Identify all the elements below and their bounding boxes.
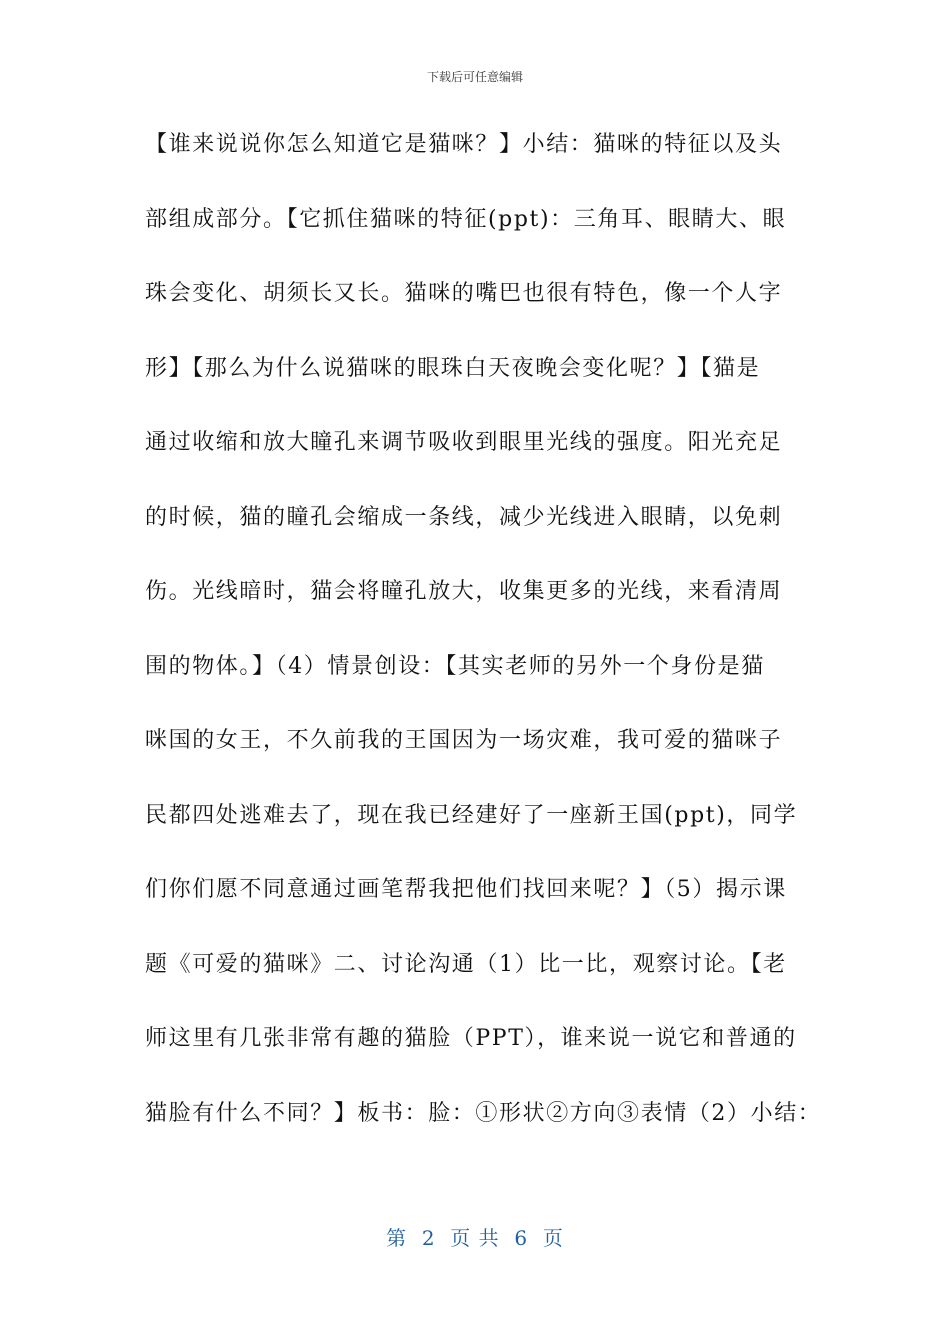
- text-line: 伤。光线暗时，猫会将瞳孔放大，收集更多的光线，来看清周: [145, 579, 783, 604]
- text-line: 【谁来说说你怎么知道它是猫咪？】小结：猫咪的特征以及头: [145, 132, 783, 157]
- text-line: 形】【那么为什么说猫咪的眼珠白天夜晚会变化呢？】【猫是: [145, 355, 761, 381]
- text-line: 部组成部分。【它抓住猫咪的特征(ppt)：三角耳、眼睛大、眼: [145, 206, 787, 232]
- page-header-note: 下载后可任意编辑: [426, 70, 523, 84]
- text-line: 通过收缩和放大瞳孔来调节吸收到眼里光线的强度。阳光充足: [145, 430, 783, 455]
- text-line: 猫脸有什么不同？】板书：脸：①形状②方向③表情（2）小结：: [145, 1100, 822, 1126]
- document-body: [145, 125, 825, 1168]
- text-line: 民都四处逃难去了，现在我已经建好了一座新王国(ppt)，同学: [145, 802, 798, 828]
- text-line: 题《可爱的猫咪》二、讨论沟通（1）比一比，观察讨论。【老: [145, 951, 787, 977]
- text-line: 师这里有几张非常有趣的猫脸（PPT），谁来说一说它和普通的: [145, 1026, 797, 1051]
- text-line: 咪国的女王，不久前我的王国因为一场灾难，我可爱的猫咪子: [145, 728, 783, 753]
- text-line: 珠会变化、胡须长又长。猫咪的嘴巴也很有特色，像一个人字: [145, 281, 783, 306]
- text-line: 的时候，猫的瞳孔会缩成一条线，减少光线进入眼睛，以免刺: [145, 504, 783, 530]
- text-line: 们你们愿不同意通过画笔帮我把他们找回来呢？】（5）揭示课: [145, 877, 787, 902]
- page-number-label: 第 2 页 共 6 页: [386, 1226, 564, 1250]
- text-line: 围的物体。】（4）情景创设：【其实老师的另外一个身份是猫: [145, 653, 765, 679]
- page-footer: [0, 1222, 950, 1251]
